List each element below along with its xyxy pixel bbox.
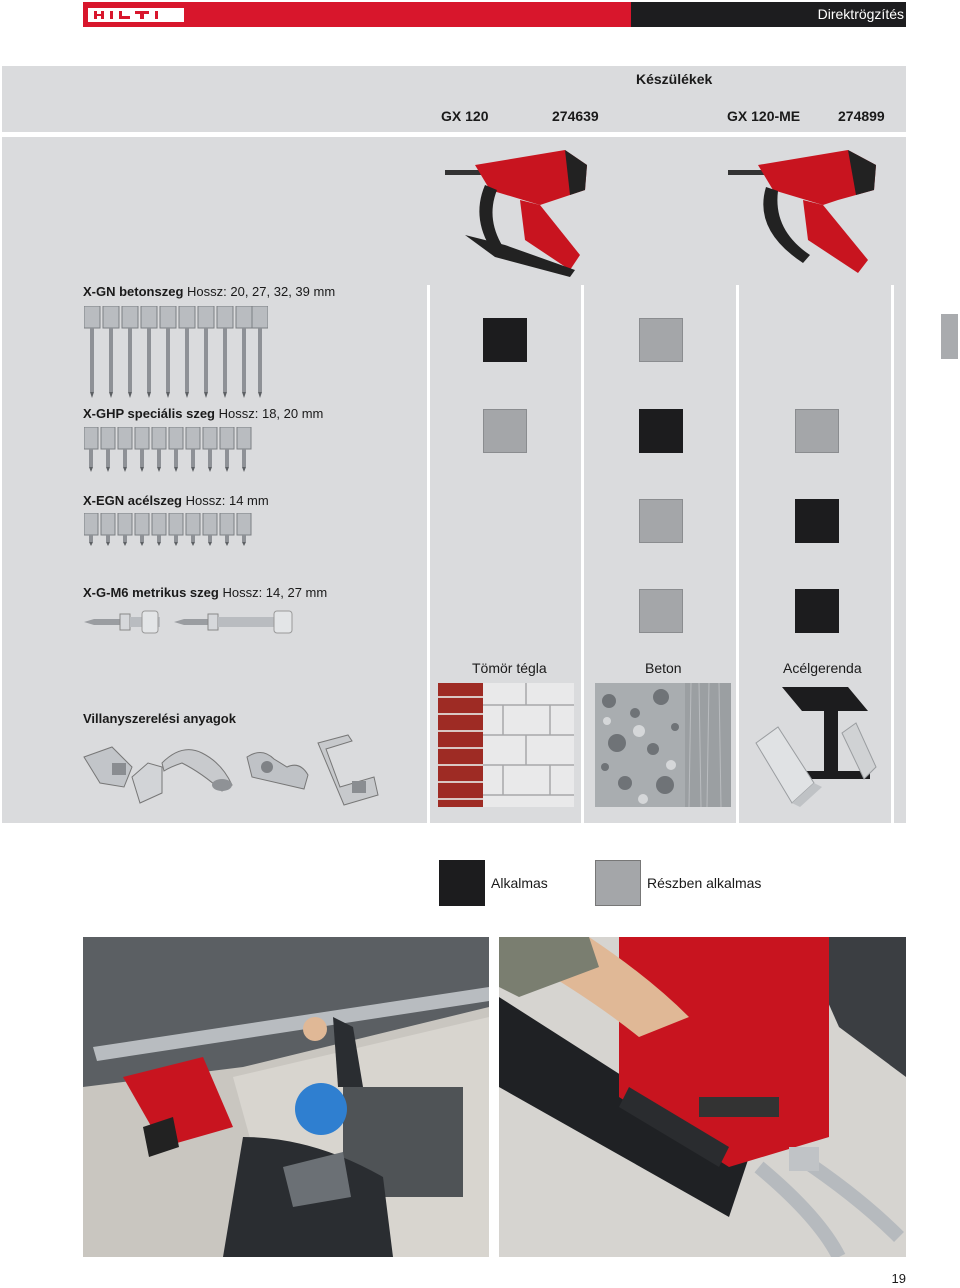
tool-2-name: GX 120-ME [727, 108, 801, 124]
suitability-partial-marker [795, 409, 839, 453]
brick-material-image [438, 683, 574, 807]
steel-beam-material-image [752, 683, 888, 807]
page-number: 19 [891, 1271, 906, 1286]
column-divider [427, 285, 430, 823]
suitability-partial-marker [483, 409, 527, 453]
suitability-full-marker [483, 318, 527, 362]
xegn-nails-image [84, 513, 256, 547]
side-tab-marker [941, 314, 958, 359]
legend-full-label: Alkalmas [491, 875, 548, 891]
electrical-title: Villanyszerelési anyagok [83, 711, 236, 726]
gx120me-tool-image [728, 145, 878, 285]
column-divider [891, 285, 894, 823]
legend-partial-label: Részben alkalmas [647, 875, 762, 891]
gx120-tool-image [445, 145, 595, 285]
fastener-name: X-GHP speciális szeg [83, 406, 215, 421]
xgn-nails-image [84, 306, 268, 398]
hilti-logo [88, 5, 188, 25]
column-divider [581, 285, 584, 823]
fastener-name: X-GN betonszeg [83, 284, 184, 299]
material-label: Tömör tégla [472, 660, 547, 676]
worker-ceiling-photo [83, 937, 489, 1257]
tool-in-use-photo [499, 937, 906, 1257]
fastener-name: X-G-M6 metrikus szeg [83, 585, 219, 600]
suitability-full-marker [795, 589, 839, 633]
fastener-title [83, 284, 335, 299]
section-title: Direktrögzítés [817, 6, 904, 22]
fastener-length: Hossz: 18, 20 mm [218, 406, 324, 421]
suitability-partial-marker [639, 499, 683, 543]
legend-partial-swatch [595, 860, 641, 906]
column-divider [736, 285, 739, 823]
tool-1-name: GX 120 [441, 108, 489, 124]
fastener-name: X-EGN acélszeg [83, 493, 182, 508]
legend-full-swatch [439, 860, 485, 906]
fastener-length: Hossz: 14 mm [185, 493, 269, 508]
electrical-accessories-image [82, 733, 382, 809]
tools-title: Készülékek [636, 71, 713, 87]
suitability-full-marker [639, 409, 683, 453]
suitability-full-marker [795, 499, 839, 543]
fastener-title [83, 585, 327, 600]
fastener-title [83, 493, 269, 508]
fastener-title [83, 406, 323, 421]
xghp-nails-image [84, 427, 256, 473]
suitability-partial-marker [639, 589, 683, 633]
material-label: Beton [645, 660, 682, 676]
suitability-partial-marker [639, 318, 683, 362]
fastener-length: Hossz: 20, 27, 32, 39 mm [187, 284, 336, 299]
concrete-material-image [595, 683, 731, 807]
tool-2-code: 274899 [838, 108, 885, 124]
xgm6-studs-image [84, 608, 298, 638]
fastener-length: Hossz: 14, 27 mm [222, 585, 328, 600]
material-label: Acélgerenda [783, 660, 862, 676]
tool-1-code: 274639 [552, 108, 599, 124]
